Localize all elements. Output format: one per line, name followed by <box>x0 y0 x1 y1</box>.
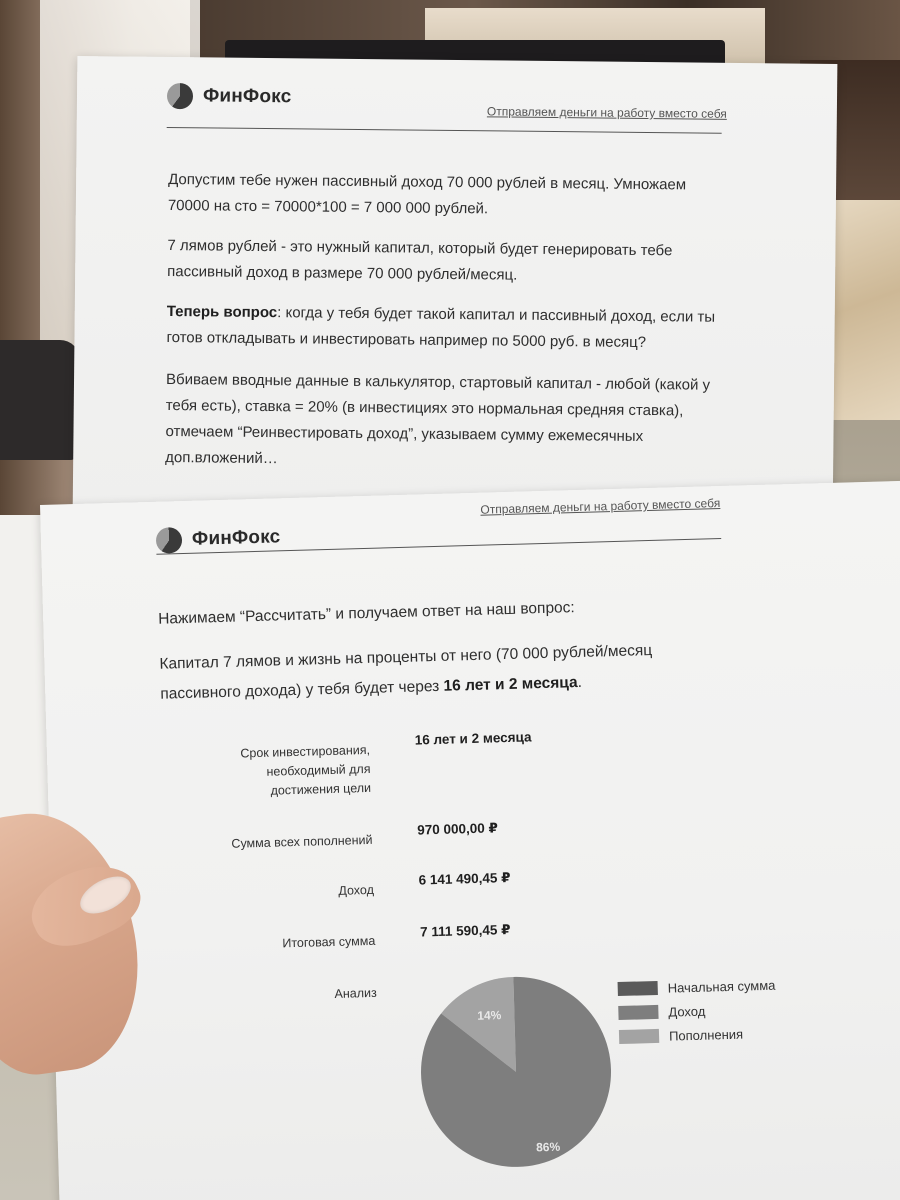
result-label-deposits: Сумма всех пополнений <box>231 832 373 851</box>
legend-swatch-1 <box>618 1005 658 1020</box>
legend-label-1: Доход <box>668 1003 706 1020</box>
legend-label-0: Начальная сумма <box>667 977 776 996</box>
result-label-total: Итоговая сумма <box>282 933 376 951</box>
legend-label-2: Пополнения <box>668 1026 744 1044</box>
analysis-label: Анализ <box>334 985 377 1001</box>
sofa <box>0 340 80 460</box>
legend-item-2 <box>619 1021 777 1049</box>
answer-pre: Капитал 7 лямов и жизнь на проценты от него (70 000 рублей/месяц пассивного дохода) у тебя будет через <box>159 641 653 703</box>
result-value-deposits: 970 000,00 ₽ <box>417 820 499 838</box>
pie-chart <box>413 969 619 1175</box>
paragraph-3-rest: : когда у тебя будет такой капитал и пассивный доход, если ты готов откладывать и инвестировать например по 5000 руб. в месяц? <box>166 304 716 352</box>
result-value-total: 7 111 590,45 ₽ <box>419 922 511 940</box>
legend-swatch-2 <box>619 1029 659 1044</box>
result-value-term: 16 лет и 2 месяца <box>414 729 532 748</box>
result-label-term: Срок инвестирования, необходимый для достижения цели <box>240 742 372 798</box>
answer-bold: 16 лет и 2 месяца <box>443 674 578 695</box>
brand-name: ФинФокс <box>202 85 292 108</box>
paragraph-1: Допустим тебе нужен пассивный доход 70 000 рублей в месяц. Умножаем 70000 на сто = 70000*100 = 7 000 000 рублей. <box>167 170 687 218</box>
paper-sheet-2 <box>40 480 900 1200</box>
tagline: Отправляем деньги на работу вместо себя <box>486 104 727 121</box>
tagline: Отправляем деньги на работу вместо себя <box>480 496 721 517</box>
pie-label-2: 14% <box>477 1008 502 1023</box>
paragraph-3 <box>166 299 727 357</box>
brand-name: ФинФокс <box>191 526 281 550</box>
pie-chart-svg <box>413 969 619 1175</box>
header-rule <box>167 127 722 134</box>
pie-label-1: 86% <box>535 1139 561 1155</box>
legend-swatch-0 <box>618 981 658 996</box>
paragraph-4: Вбиваем вводные данные в калькулятор, стартовый капитал - любой (какой у тебя есть), ставка = 20% (в инвестициях это нормальная средняя ставка), отмечаем “Реинвестировать доход”, указываем сумму ежемесячных доп.вложений… <box>165 370 711 468</box>
paragraph-calc: Нажимаем “Рассчитать” и получаем ответ на наш вопрос: <box>157 599 575 628</box>
finfox-logo-icon <box>156 527 183 554</box>
chart-legend <box>617 973 777 1049</box>
paragraph-answer <box>159 634 720 710</box>
paragraph-2: 7 лямов рублей - это нужный капитал, который будет генерировать тебе пассивный доход в размере 70 000 рублей/месяц. <box>167 236 673 284</box>
finfox-logo-icon <box>167 83 193 109</box>
sheet-header <box>156 524 281 553</box>
pie-slice-1 <box>418 974 613 1169</box>
paper-sheet-1 <box>73 56 838 524</box>
result-label-income: Доход <box>338 882 375 898</box>
bold-question: Теперь вопрос <box>166 302 278 322</box>
sheet-header <box>167 83 292 110</box>
answer-post: . <box>577 673 583 692</box>
result-value-income: 6 141 490,45 ₽ <box>418 870 511 888</box>
